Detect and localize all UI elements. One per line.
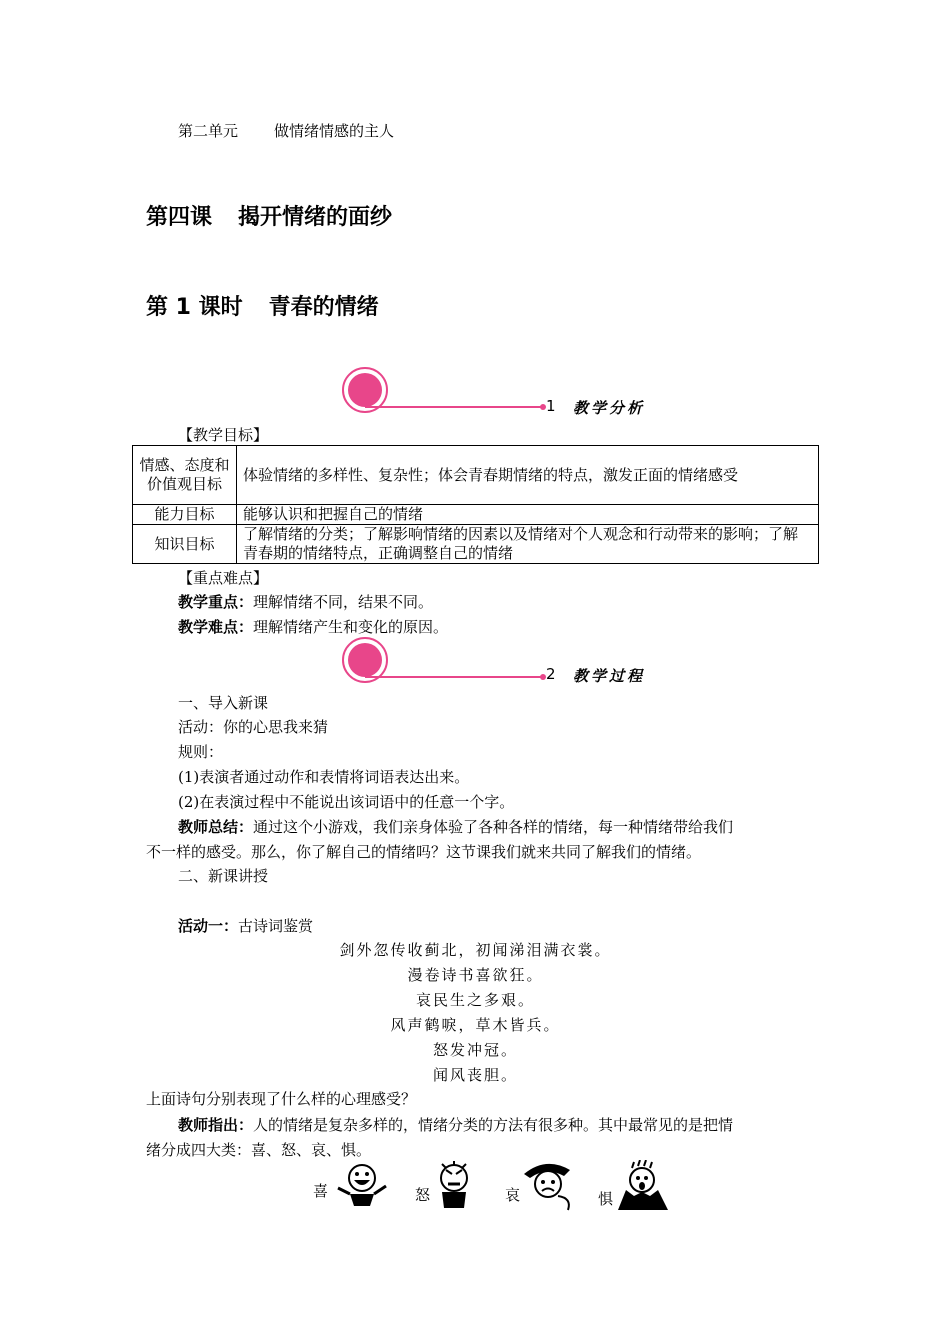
summary-line1: 通过这个小游戏，我们亲身体验了各种各样的情绪，每一种情绪带给我们 [253,818,734,836]
section1-number: 1 [546,397,556,415]
goal-label: 能力目标 [133,505,237,525]
lesson-number: 第四课 [146,205,213,230]
lesson-name: 揭开情绪的面纱 [238,205,393,230]
summary-line2: 不一样的感受。那么，你了解自己的情绪吗？这节课我们就来共同了解我们的情绪。 [146,843,702,861]
keypoints-heading: 【重点难点】 [178,569,269,587]
period-number: 第 1 课时 [146,295,243,320]
anger-face-icon [428,1160,483,1210]
table-row [133,505,819,525]
emotion-label-fear: 惧 [598,1190,614,1208]
poem-line: 风声鹤唳，草木皆兵。 [390,1016,561,1034]
difficulty-text: 理解情绪产生和变化的原因。 [253,618,449,636]
lesson-title [146,200,392,231]
poem-line: 剑外忽传收蓟北，初闻涕泪满衣裳。 [339,941,612,959]
poem-line: 闻风丧胆。 [432,1066,518,1084]
emotion-label-joy: 喜 [313,1182,329,1200]
table-row [133,525,819,564]
section-banner-graphic [335,365,555,415]
emotion-label-anger: 怒 [415,1186,431,1204]
period-title [146,290,379,321]
teacher-summary [178,815,733,839]
teacher-point [178,1113,733,1137]
part2-heading: 二、新课讲授 [178,867,269,885]
unit-number: 第二单元 [178,122,239,140]
difficulty-label: 教学难点： [178,618,254,636]
goal-text: 了解情绪的分类；了解影响情绪的因素以及情绪对个人观念和行动带来的影响；了解青春期的情绪特点，正确调整自己的情绪 [237,525,819,564]
rule-2: (2)在表演过程中不能说出该词语中的任意一个字。 [178,793,515,811]
unit-header [178,120,394,141]
section-banner-graphic [335,635,555,685]
joy-face-icon [330,1160,390,1210]
banner-inner-disc [348,373,382,407]
goal-text: 能够认识和把握自己的情绪 [237,505,819,525]
fear-face-icon [616,1160,671,1212]
period-name: 青春的情绪 [268,295,379,320]
goal-label: 知识目标 [133,525,237,564]
summary-label: 教师总结： [178,818,254,836]
activity-text: 你的心思我来猜 [223,718,329,736]
part1-heading: 一、导入新课 [178,694,269,712]
goals-heading: 【教学目标】 [178,426,269,444]
section2-number: 2 [546,665,556,683]
point-line2: 绪分成四大类：喜、怒、哀、惧。 [146,1141,372,1159]
rule-1: (1)表演者通过动作和表情将词语表达出来。 [178,768,470,786]
teaching-focus [178,590,433,614]
point-line1: 人的情绪是复杂多样的，情绪分类的方法有很多种。其中最常见的是把情 [253,1116,734,1134]
section2-label: 教学过程 [573,667,646,685]
goals-table [132,445,819,564]
emotion-label-sorrow: 哀 [505,1186,521,1204]
question: 上面诗句分别表现了什么样的心理感受？ [146,1090,417,1108]
goal-label: 情感、态度和价值观目标 [133,446,237,505]
activity-line [178,715,328,739]
banner-inner-disc [348,643,382,677]
rules-label: 规则： [178,743,224,761]
goal-text: 体验情绪的多样性、复杂性；体会青春期情绪的特点，激发正面的情绪感受 [237,446,819,505]
poem-line: 漫卷诗书喜欲狂。 [407,966,544,984]
activity-label: 活动： [178,718,224,736]
sorrow-face-icon [518,1158,578,1213]
activity1-line [178,914,313,938]
activity1-text: 古诗词鉴赏 [238,917,314,935]
unit-title: 做情绪情感的主人 [274,122,395,140]
section1-label: 教学分析 [573,399,646,417]
focus-text: 理解情绪不同，结果不同。 [253,593,434,611]
point-label: 教师指出： [178,1116,254,1134]
table-row [133,446,819,505]
poem-line: 怒发冲冠。 [432,1041,518,1059]
focus-label: 教学重点： [178,593,254,611]
poem-line: 哀民生之多艰。 [415,991,535,1009]
activity1-label: 活动一： [178,917,239,935]
